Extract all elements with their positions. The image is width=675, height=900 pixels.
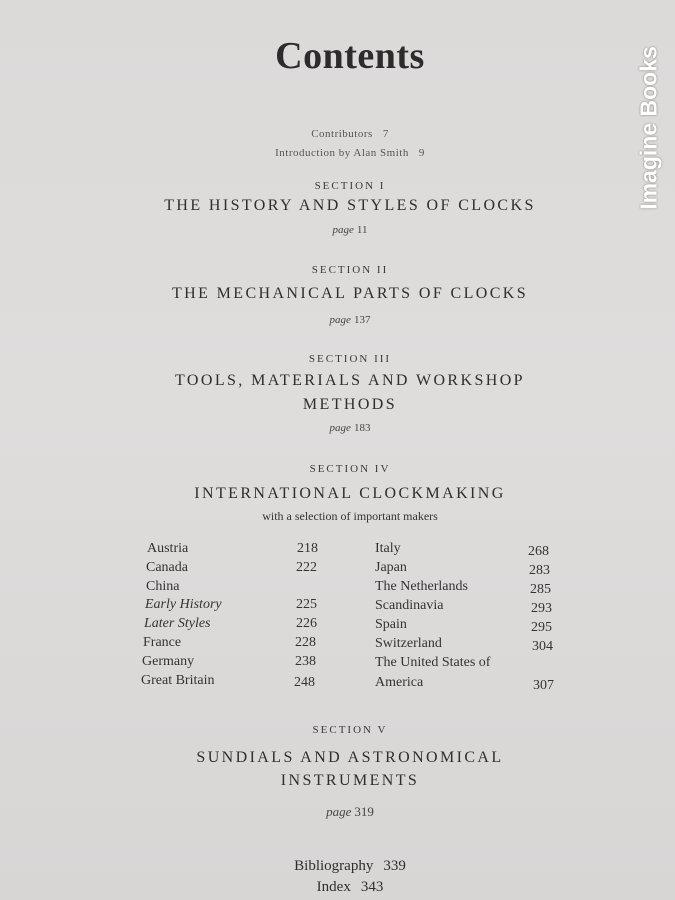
country-united-states-page: 307 — [533, 678, 554, 693]
entry-page: 339 — [383, 858, 406, 874]
country-united-states-line-2: America — [375, 675, 424, 690]
section-2-title: THE MECHANICAL PARTS OF CLOCKS — [171, 285, 529, 302]
entry-label: Index — [316, 879, 351, 895]
country-great-britain-page: 248 — [294, 675, 315, 690]
page-number: 319 — [354, 804, 374, 819]
country-spain: Spain — [375, 617, 407, 632]
section-2-page — [0, 314, 675, 326]
section-5-title-line-2: INSTRUMENTS — [280, 772, 420, 789]
section-4-label: SECTION IV — [309, 463, 391, 475]
country-scandinavia-page: 293 — [531, 601, 552, 616]
page-number: 183 — [353, 422, 371, 434]
country-france-page: 228 — [295, 635, 316, 650]
country-canada: Canada — [146, 560, 188, 575]
country-japan: Japan — [375, 560, 407, 575]
back-matter-index — [0, 879, 675, 896]
page-word: page — [332, 224, 354, 236]
section-5-label: SECTION V — [312, 724, 388, 736]
page-word: page — [329, 422, 351, 434]
country-italy-page: 268 — [528, 544, 549, 559]
country-great-britain: Great Britain — [141, 673, 215, 688]
entry-label: Bibliography — [294, 858, 374, 874]
section-2-label: SECTION II — [311, 264, 389, 276]
country-austria-page: 218 — [297, 541, 318, 556]
section-3-page — [0, 422, 675, 434]
section-4-subtitle: with a selection of important makers — [262, 509, 438, 523]
back-matter-bibliography — [0, 858, 675, 875]
country-france: France — [143, 635, 182, 650]
page-word: page — [326, 804, 352, 819]
section-1-label: SECTION I — [314, 180, 386, 192]
country-china: China — [146, 579, 180, 594]
page-word: page — [329, 314, 351, 326]
page-number: 11 — [356, 224, 368, 236]
country-germany-page: 238 — [295, 654, 316, 669]
page-number: 137 — [353, 314, 371, 326]
country-scandinavia: Scandinavia — [375, 598, 444, 613]
front-matter-introduction — [0, 147, 675, 159]
section-5-title-line-1: SUNDIALS AND ASTRONOMICAL — [196, 749, 504, 766]
country-switzerland: Switzerland — [375, 636, 442, 651]
country-china-early-history: Early History — [145, 597, 222, 612]
country-china-later-styles-page: 226 — [296, 616, 317, 631]
section-3-title-line-2: METHODS — [302, 396, 398, 413]
section-5-page — [0, 804, 675, 820]
page-title: Contents — [275, 35, 425, 77]
country-united-states-line-1: The United States of — [375, 655, 491, 670]
entry-label: Introduction by Alan Smith — [275, 147, 409, 159]
country-italy: Italy — [375, 541, 401, 556]
entry-page: 9 — [418, 147, 425, 159]
country-the-netherlands-page: 285 — [530, 582, 551, 597]
country-china-early-history-page: 225 — [296, 597, 317, 612]
section-4-title: INTERNATIONAL CLOCKMAKING — [194, 485, 506, 502]
section-1-title: THE HISTORY AND STYLES OF CLOCKS — [164, 197, 536, 214]
country-germany: Germany — [142, 654, 195, 669]
section-3-title-line-1: TOOLS, MATERIALS AND WORKSHOP — [175, 372, 525, 389]
section-3-label: SECTION III — [308, 353, 392, 365]
country-china-later-styles: Later Styles — [144, 616, 211, 631]
section-1-page — [0, 224, 675, 236]
front-matter-contributors — [0, 128, 675, 140]
country-switzerland-page: 304 — [532, 639, 553, 654]
entry-label: Contributors — [311, 128, 373, 140]
country-austria: Austria — [147, 541, 189, 556]
country-canada-page: 222 — [296, 560, 317, 575]
country-the-netherlands: The Netherlands — [375, 579, 468, 594]
entry-page: 7 — [382, 128, 389, 140]
entry-page: 343 — [360, 879, 384, 895]
country-japan-page: 283 — [529, 563, 550, 578]
country-spain-page: 295 — [531, 620, 552, 635]
watermark-text: Imagine Books — [635, 46, 662, 210]
